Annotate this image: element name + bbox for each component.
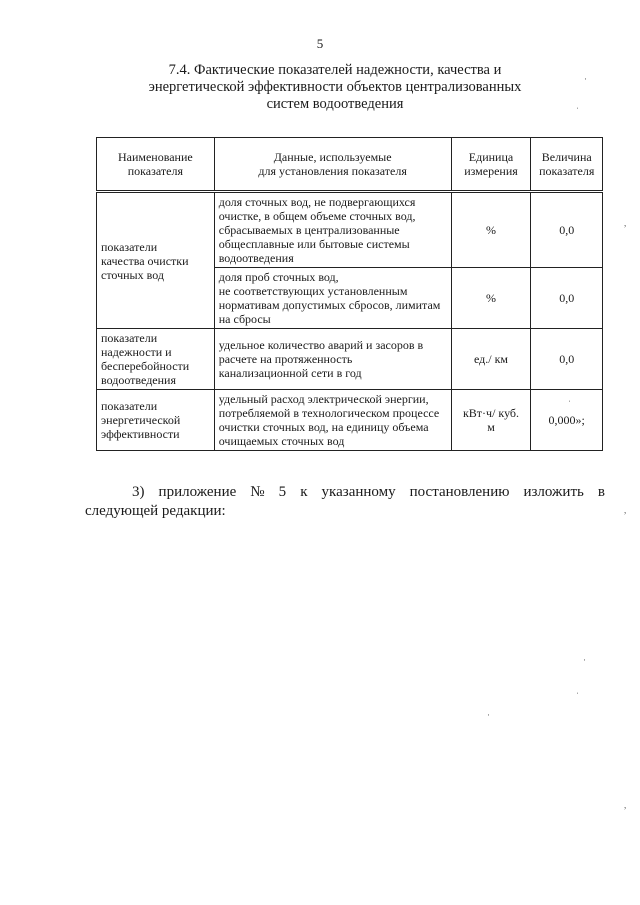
paragraph-line-2: следующей редакции: [85, 503, 226, 519]
header-value: Величина показателя [531, 138, 603, 192]
table-row [97, 192, 603, 268]
scan-speck: · [583, 655, 586, 665]
indicator-data-cell: доля сточных вод, не подвергающихся очистке, в общем объеме сточных вод, сбрасываемых в централизованные общесплавные или бытовые системы водоотведения [214, 192, 451, 268]
indicator-value-cell: 0,000»; [531, 390, 603, 451]
scan-speck: ˌ [568, 392, 571, 402]
scan-speck: , [624, 218, 627, 228]
paragraph-line-1: 3) приложение № 5 к указанному постановлению изложить в [132, 484, 605, 500]
indicator-value-cell: 0,0 [531, 192, 603, 268]
indicators-table [96, 137, 603, 451]
table-row [97, 390, 603, 451]
scan-speck: ˌ [576, 684, 579, 694]
header-data: Данные, используемые для установления показателя [214, 138, 451, 192]
indicator-name-cell: показатели качества очистки сточных вод [97, 192, 215, 329]
indicator-data-cell: удельное количество аварий и засоров в расчете на протяженность канализационной сети в год [214, 329, 451, 390]
indicator-unit-cell: кВт·ч/ куб. м [451, 390, 531, 451]
heading-line: систем водоотведения [266, 96, 404, 112]
indicator-value-cell: 0,0 [531, 329, 603, 390]
scan-speck: , [624, 800, 627, 810]
heading-line: 7.4. Фактические показателей надежности, качества и [168, 62, 502, 78]
indicator-data-cell: удельный расход электрической энергии, потребляемой в технологическом процессе очистки сточных вод, на единицу объема очищаемых сточных вод [214, 390, 451, 451]
indicator-value-cell: 0,0 [531, 268, 603, 329]
scan-speck: , [624, 505, 627, 515]
scan-speck: · [584, 74, 587, 84]
heading-line: энергетической эффективности объектов централизованных [148, 79, 522, 95]
section-heading [120, 62, 550, 113]
header-unit: Единица измерения [451, 138, 531, 192]
table-row [97, 329, 603, 390]
amendment-paragraph [85, 483, 605, 521]
indicator-unit-cell: % [451, 268, 531, 329]
table-header-row [97, 138, 603, 192]
indicator-name-cell: показатели надежности и бесперебойности водоотведения [97, 329, 215, 390]
indicator-data-cell: доля проб сточных вод, не соответствующих установленным нормативам допустимых сбросов, лимитам на сбросы [214, 268, 451, 329]
scan-speck: · [487, 710, 490, 720]
indicator-unit-cell: ед./ км [451, 329, 531, 390]
indicator-name-cell: показатели энергетической эффективности [97, 390, 215, 451]
indicator-unit-cell: % [451, 192, 531, 268]
scan-speck: ˌ [576, 99, 579, 109]
page-number: 5 [316, 36, 324, 51]
header-name: Наименование показателя [97, 138, 215, 192]
